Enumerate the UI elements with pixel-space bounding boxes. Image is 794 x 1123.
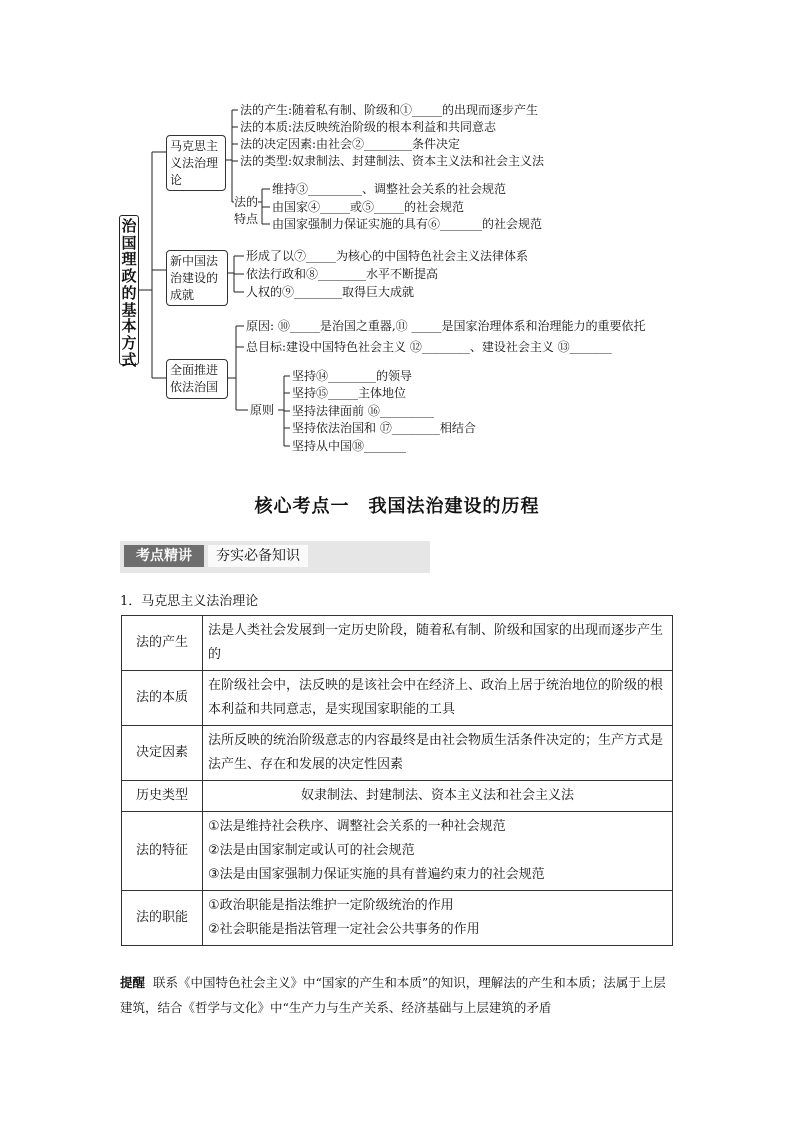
principle-item: 坚持依法治国和 ⑰________相结合 xyxy=(292,421,476,435)
principles-label: 原则 xyxy=(250,403,275,417)
branch1-item: 法的决定因素:由社会②________条件决定 xyxy=(240,137,461,151)
principle-item: 坚持⑭________的领导 xyxy=(292,369,413,383)
mind-map-root: 治国理政的基本方式 xyxy=(119,215,139,365)
banner-tag: 考点精讲 xyxy=(124,545,204,567)
reminder-text: 联系《中国特色社会主义》中“国家的产生和本质”的知识，理解法的产生和本质；法属于上层建筑，结合《哲学与文化》中“生产力与生产关系、经济基础与上层建筑的矛盾 xyxy=(120,975,666,1015)
row-head: 法的本质 xyxy=(122,671,203,726)
row-head: 法的职能 xyxy=(122,891,203,946)
feature-item: 维持③_________、调整社会关系的社会规范 xyxy=(272,182,507,196)
kaodian-banner xyxy=(120,541,430,573)
branch-marxist-theory: 马克思主义法治理论 xyxy=(166,135,226,191)
table-row xyxy=(122,812,673,891)
branch1-item: 法的本质:法反映统治阶级的根本利益和共同意志 xyxy=(240,120,497,134)
row-head: 历史类型 xyxy=(122,781,203,812)
row-body xyxy=(203,812,673,891)
banner-subtitle: 夯实必备知识 xyxy=(208,545,308,567)
branch3-item: 总目标:建设中国特色社会主义 ⑫________、建设社会主义 ⑬_______ xyxy=(246,340,612,354)
row-line: 在阶级社会中，法反映的是该社会中在经济上、政治上居于统治地位的阶级的根本利益和共同意志，是实现国家职能的工具 xyxy=(208,678,664,717)
principle-item: 坚持⑮_____主体地位 xyxy=(292,386,407,400)
feature-item: 由国家强制力保证实施的具有⑥_______的社会规范 xyxy=(272,217,543,231)
row-line: ②法是由国家制定或认可的社会规范 xyxy=(208,843,415,858)
section-heading: 核心考点一 我国法治建设的历程 xyxy=(254,496,540,517)
row-body xyxy=(203,726,673,781)
reminder-note xyxy=(120,970,676,1020)
feature-item: 由国家④_____或⑤_____的社会规范 xyxy=(272,200,465,214)
knowledge-table xyxy=(121,615,673,946)
row-line: ②社会职能是指法管理一定社会公共事务的作用 xyxy=(208,922,480,937)
branch-rule-of-law: 全面推进依法治国 xyxy=(166,359,228,399)
row-body xyxy=(203,616,673,671)
row-line: 法是人类社会发展到一定历史阶段，随着私有制、阶级和国家的出现而逐步产生的 xyxy=(208,623,664,662)
row-head: 决定因素 xyxy=(122,726,203,781)
principle-item: 坚持从中国⑱_______ xyxy=(292,439,407,453)
branch2-item: 依法行政和⑧________水平不断提高 xyxy=(246,267,439,281)
features-label: 法的特点 xyxy=(234,195,259,226)
table-row xyxy=(122,671,673,726)
row-line: ①政治职能是指法维护一定阶级统治的作用 xyxy=(208,898,454,913)
row-line: ③法是由国家强制力保证实施的具有普遍约束力的社会规范 xyxy=(208,867,545,882)
table-row xyxy=(122,781,673,812)
row-head: 法的特征 xyxy=(122,812,203,891)
row-head: 法的产生 xyxy=(122,616,203,671)
branch2-item: 人权的⑨________取得巨大成就 xyxy=(246,285,415,299)
mind-map xyxy=(0,0,794,470)
table-row xyxy=(122,891,673,946)
branch1-item: 法的产生:随着私有制、阶级和①_____的出现而逐步产生 xyxy=(240,103,539,117)
principle-item: 坚持法律面前 ⑯_________ xyxy=(292,404,434,418)
branch1-item: 法的类型:奴隶制法、封建制法、资本主义法和社会主义法 xyxy=(240,154,545,168)
subsection-title: 1．马克思主义法治理论 xyxy=(120,594,259,609)
table-row xyxy=(122,616,673,671)
row-line: 法所反映的统治阶级意志的内容最终是由社会物质生活条件决定的；生产方式是法产生、存在和发展的决定性因素 xyxy=(208,733,664,772)
row-body xyxy=(203,781,673,812)
branch-new-china-achievements: 新中国法治建设的成就 xyxy=(166,250,228,306)
row-line: 奴隶制法、封建制法、资本主义法和社会主义法 xyxy=(300,788,574,803)
row-line: ①法是维持社会秩序、调整社会关系的一种社会规范 xyxy=(208,819,506,834)
row-body xyxy=(203,671,673,726)
branch3-item: 原因: ⑩_____是治国之重器,⑪ _____是国家治理体系和治理能力的重要依托 xyxy=(246,319,646,333)
table-row xyxy=(122,726,673,781)
branch2-item: 形成了以⑦_____为核心的中国特色社会主义法律体系 xyxy=(246,249,529,263)
row-body xyxy=(203,891,673,946)
reminder-label: 提醒 xyxy=(120,975,146,990)
